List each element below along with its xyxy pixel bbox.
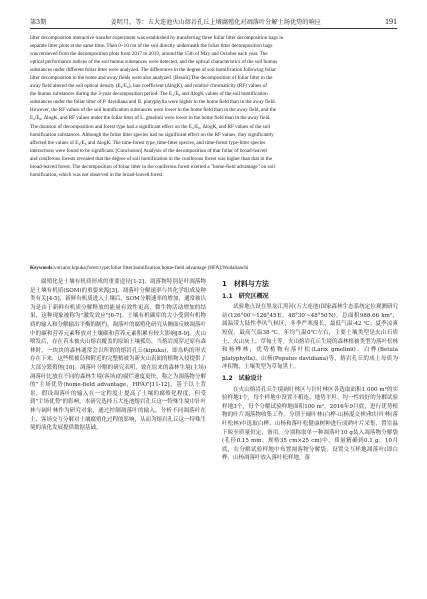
design-paragraph: 在火山熔岩孔丘生境阔叶林区与针叶林区各选取面积1 000 m²的实验样地1个，每个样地中设置不相连、地势平坦、均一性较好的分解试验样地3个，每个分解试验样地面积100 m²。2016年9月底，进行优势植物的叶片凋落物收集工作。分别于阔叶林(白桦-山杨混交林)和针叶林(落叶松林)中选取白桦、山杨和落叶松健康树种进行成熟叶片采集，置室温下晾至质量恒定，备用。分别称取单一种凋落叶10 g装入凋落物分解袋(孔径0.15 mm，规格35 cm×25 cm)中，质量精确到0.1 g，10月底，在分解试验样地中布置凋落物分解袋，设置交互样地凋落叶(即白桦、山杨凋落叶放入落叶松样地，落 <box>222 386 398 462</box>
abstract-line: humification, which was not observed in the broad-leaved forest. <box>30 171 164 178</box>
abstract-line: was retrieved from the decomposition plots from 2017 to 2019, around the 15th of May and October each year. The <box>30 51 268 58</box>
abstract-line: interactions were found to be significant. [Conclusion] Analysis of the decomposition of that foliar of broad-leaved <box>30 147 267 154</box>
abstract-line: litter decomposition in the home and away fields were also analyzed. [Result] The decomposition of foliar litter in the <box>30 75 273 82</box>
abstract-line: away field altered the soil optical density (E₄/E₆), hue coefficient (ΔlogK), and relative chromaticity (RF) values of <box>30 83 267 90</box>
abstract-line: affected the values of E₄/E₆ and ΔlogK. The time-forest type, time-litter species, and time-forest type-litter species <box>30 139 266 146</box>
intro-paragraph: 腐殖化是土壤有机质形成的重要途径[1-2]，凋落物特别是叶凋落物是土壤有机质(SOM)的重要来源[3]。凋落叶分解速率与其化学组成及种类有关[4-5]，新鲜有机质进入土壤后，SOM分解速率的增加，通常被认为是由于新鲜有机质分解释放的能量有效性更高，微生物活动增加的结果，这种现象被称为"激发效应"[6-7]。土壤有机碳库的大小受到有机物质的输入和分解输出平衡的制约，凋落叶的腐殖化研究从侧面反映凋落叶中的碳和营养元素释放对土壤碳和营养元素积累有较大影响[8-9]。火山喷发后，存在着未被火山熔岩覆盖的原始土壤孤岛，当熔岩流穿过原有森林时，一块块的森林通常会以所谓的熔岩孔丘(kipuka)，即岛屿的形式存在下来，这些植被岛和附近的完整植被为新火山表面的植物入侵提供了大部分繁殖体[10]。凋落叶分解的研究表明，致在原来的森林生境(主场)凋落叶比放在不同的森林生境(客场)的腐烂速度更快，称之为凋落物分解的"主场优势(home-field advantage，HFA)"[11-12]。基于以上背景，假设凋落叶的输入在一定程度上提高了土壤的腐殖化程度，但受到"主场优势"的影响，本研究选择五大连池熔岩孔丘这一特殊生境中针叶林与阔叶林作为研究对象，通过控制凋落叶的输入，分析不同凋落叶在主、客场交互分解对土壤腐殖化过程的影响，从而为熔岩孔丘这一特殊生境的演化发展提供数据基础。 <box>30 279 207 432</box>
subsection-heading: 1.2 试验设计 <box>222 374 263 382</box>
abstract-line: and coniferous forests revealed that the degree of soil humification in the coniferous forest was higher than that in the <box>30 155 272 162</box>
abstract-line: E₄/E₆, ΔlogK, and RF values under the foliar litter of L. gmelinii were lower in the home field than in the away field. <box>30 115 271 122</box>
section-heading: 1 材料与方法 <box>222 280 269 288</box>
keywords-label: Keywords: <box>30 265 54 271</box>
abstract-line: The duration of decomposition and forest type had a significant effect on the E₄/E₆, ΔlogK, and RF values of the soil <box>30 123 271 130</box>
abstract-line: litter decomposition interactive transfer experiment was established by transferring three foliar litter decomposition bags in <box>30 35 284 41</box>
issue-number: 第3期 <box>30 18 47 26</box>
running-header <box>30 14 397 29</box>
abstract-line: broad-leaved forest. The decomposition of foliar litter in the coniferous forest exerted a "home-field advantage" on soil <box>30 163 275 170</box>
study-area-paragraph: 试验地点设在黑龙江黑河(五大连池)国家森林生态系统定位观测研究站(126°00′~126°45′E，48°30′~48°50′N)，总面积988.66 km²，属温带大陆性季风气候区，冬季严寒漫长，最低气温-42 ℃；夏季凉爽短促，最高气温38 ℃。年均气温0℃左右，主要土壤类型是火山石质土、火山灰土，草甸土等。火山熔岩孔丘生境的森林植被类型为落叶松林和杨桦林，优势植物有落叶松(Larix gmelinii)、白桦(Betula platyphylla)、山杨(Populus davidiana)等，熔岩孔丘的成土母质为冲积物，土壤类型为草甸黑土。 <box>222 304 399 371</box>
abstract-line: substances under different foliar litter were analyzed. The differences in the degree of soil humification following foliar <box>30 67 276 74</box>
abstract-line: optical performance indices of the soil humus substances were detected, and the optical characteristics of the soil humus <box>30 59 278 66</box>
page-number: 191 <box>385 16 397 26</box>
keywords <box>30 264 397 272</box>
running-title: 姜明月，等：五大连池火山熔岩孔丘上壤腐殖化对凋落叶分解土场优势的响应 <box>110 18 321 26</box>
subsection-heading: 1.1 研究区概况 <box>222 292 269 300</box>
abstract-line: humification substances. Although the foliar litter species had no significant effect on the RF values, they significantly <box>30 131 274 138</box>
abstract-line: substances under the foliar litter of P. davidiana and B. platyphylla were higher in the home field than in the away field. <box>30 99 276 106</box>
abstract-line: separate litter plots at the same time. Then 0~10 cm of the soil directly underneath the foliar litter decomposition bags <box>30 43 273 50</box>
english-abstract <box>30 34 397 179</box>
keywords-text: volcano;kipuka;forest type;foliar litter;humification;home-field advantage (HFA);Wudalianchi <box>54 265 249 271</box>
right-column <box>222 278 398 463</box>
abstract-line: However, the RF values of the soil humification substances were lower in the home field than in the away field, and the <box>30 107 277 114</box>
abstract-line: the humus substances during the 3-year decomposition period. The E₄/E₆ and ΔlogK values of the soil humification <box>30 91 268 98</box>
left-column <box>30 278 206 433</box>
